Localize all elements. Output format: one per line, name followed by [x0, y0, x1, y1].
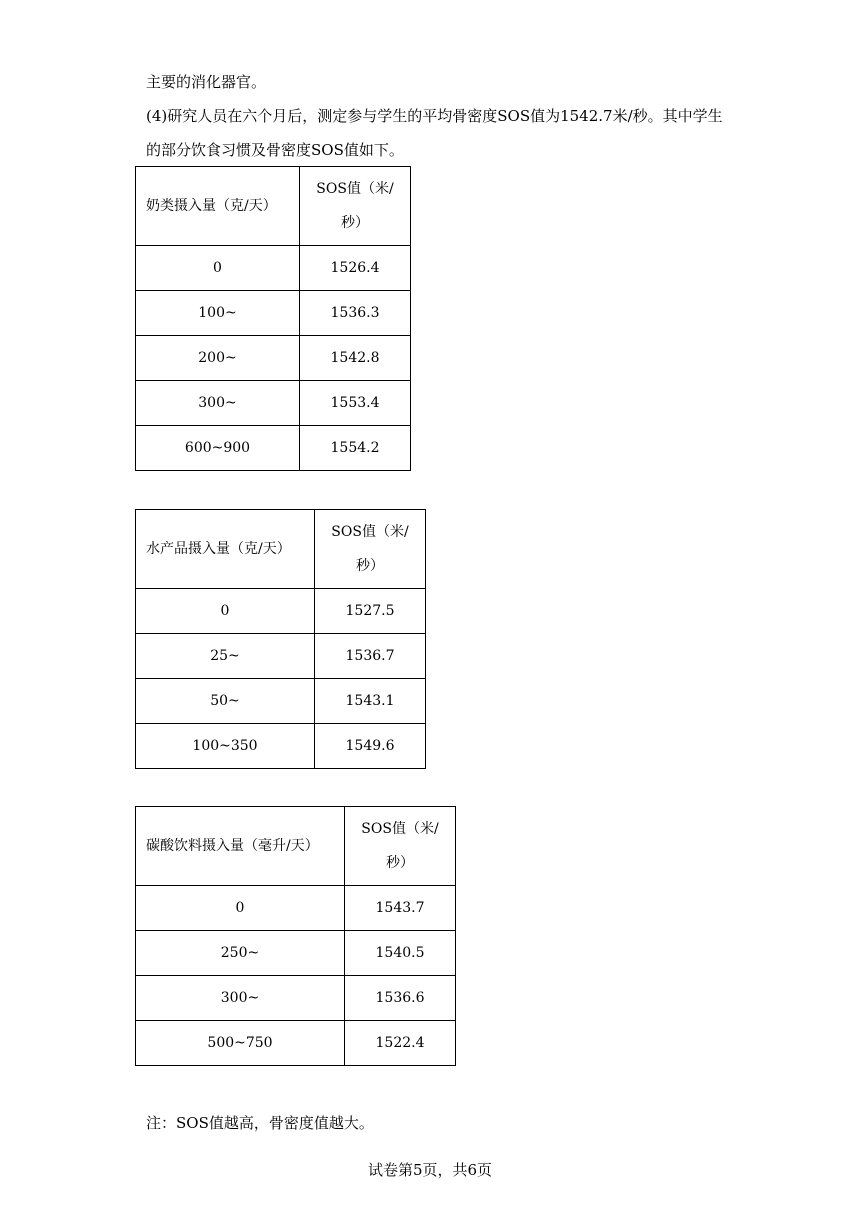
cell-intake: 500~750: [136, 1021, 345, 1066]
cell-intake: 25~: [136, 634, 315, 679]
cell-sos: 1549.6: [315, 724, 426, 769]
table-header-row: [136, 510, 426, 589]
table-row: [136, 976, 456, 1021]
table-row: [136, 381, 411, 426]
table-row: [136, 679, 426, 724]
cell-sos: 1554.2: [300, 426, 411, 471]
cell-intake: 200~: [136, 336, 300, 381]
table-row: [136, 246, 411, 291]
page-footer: 试卷第5页，共6页: [367, 1161, 493, 1179]
cell-sos: 1527.5: [315, 589, 426, 634]
table-header-row: [136, 807, 456, 886]
table-row: [136, 336, 411, 381]
header-intake: 水产品摄入量（克/天）: [136, 510, 315, 589]
table-row: [136, 291, 411, 336]
paragraph-1: 主要的消化器官。: [146, 73, 267, 91]
soda-intake-table: [135, 806, 456, 1066]
table-row: [136, 886, 456, 931]
paragraph-2: (4)研究人员在六个月后，测定参与学生的平均骨密度SOS值为1542.7米/秒。其中学生: [146, 107, 723, 125]
cell-intake: 100~: [136, 291, 300, 336]
cell-intake: 300~: [136, 976, 345, 1021]
header-intake: 奶类摄入量（克/天）: [136, 167, 300, 246]
header-intake: 碳酸饮料摄入量（毫升/天）: [136, 807, 345, 886]
cell-sos: 1543.7: [345, 886, 456, 931]
table-row: [136, 426, 411, 471]
table-row: [136, 931, 456, 976]
note-text: 注：SOS值越高，骨密度值越大。: [146, 1114, 374, 1132]
table-row: [136, 1021, 456, 1066]
cell-intake: 100~350: [136, 724, 315, 769]
cell-sos: 1536.3: [300, 291, 411, 336]
table-row: [136, 589, 426, 634]
milk-intake-table: [135, 166, 411, 471]
cell-intake: 0: [136, 246, 300, 291]
header-sos: SOS值（米/ 秒）: [300, 167, 411, 246]
cell-sos: 1526.4: [300, 246, 411, 291]
cell-intake: 250~: [136, 931, 345, 976]
cell-sos: 1536.6: [345, 976, 456, 1021]
cell-intake: 0: [136, 886, 345, 931]
cell-sos: 1543.1: [315, 679, 426, 724]
cell-intake: 600~900: [136, 426, 300, 471]
cell-sos: 1540.5: [345, 931, 456, 976]
aquatic-intake-table: [135, 509, 426, 769]
table-header-row: [136, 167, 411, 246]
cell-sos: 1553.4: [300, 381, 411, 426]
header-sos: SOS值（米/ 秒）: [345, 807, 456, 886]
paragraph-3: 的部分饮食习惯及骨密度SOS值如下。: [146, 141, 404, 159]
cell-sos: 1536.7: [315, 634, 426, 679]
header-sos: SOS值（米/ 秒）: [315, 510, 426, 589]
cell-intake: 0: [136, 589, 315, 634]
cell-intake: 50~: [136, 679, 315, 724]
cell-sos: 1542.8: [300, 336, 411, 381]
cell-sos: 1522.4: [345, 1021, 456, 1066]
table-row: [136, 634, 426, 679]
table-row: [136, 724, 426, 769]
cell-intake: 300~: [136, 381, 300, 426]
